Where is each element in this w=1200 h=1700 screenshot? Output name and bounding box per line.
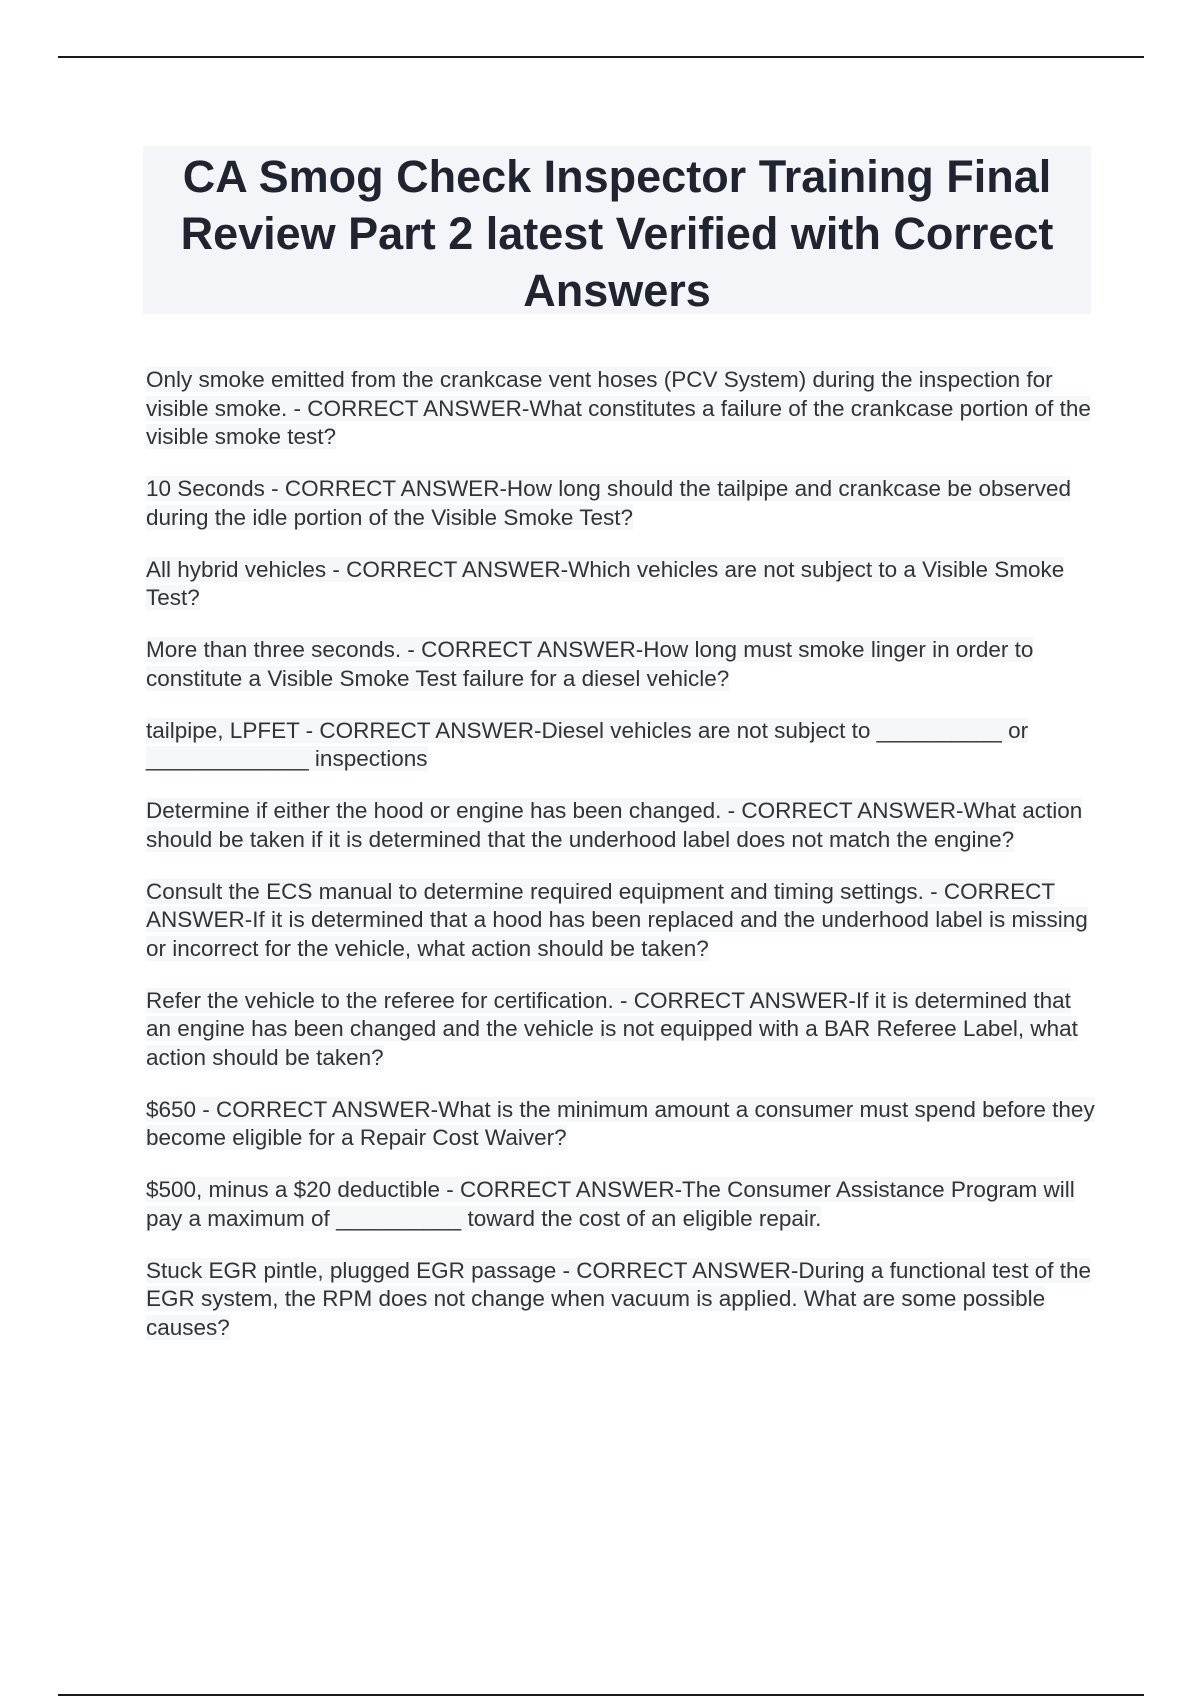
qa-item-text: tailpipe, LPFET - CORRECT ANSWER-Diesel vehicles are not subject to __________ or _____________ inspections <box>146 717 1029 771</box>
qa-item-text: $500, minus a $20 deductible - CORRECT ANSWER-The Consumer Assistance Program will pay a maximum of __________ toward the cost of an eligible repair. <box>146 1177 1075 1231</box>
top-rule <box>58 56 1144 58</box>
qa-item <box>146 1257 1096 1343</box>
qa-item <box>146 878 1096 964</box>
qa-list <box>146 366 1096 1366</box>
qa-item <box>146 1096 1096 1153</box>
qa-item-text: Only smoke emitted from the crankcase vent hoses (PCV System) during the inspection for visible smoke. - CORRECT ANSWER-What constitutes a failure of the crankcase portion of the visible smoke test? <box>146 367 1091 449</box>
qa-item <box>146 1176 1096 1233</box>
qa-item <box>146 717 1096 774</box>
document-title: CA Smog Check Inspector Training Final Review Part 2 latest Verified with Correct Answers <box>180 151 1054 316</box>
qa-item-text: More than three seconds. - CORRECT ANSWER-How long must smoke linger in order to constitute a Visible Smoke Test failure for a diesel vehicle? <box>146 637 1034 691</box>
qa-item <box>146 636 1096 693</box>
qa-item-text: Determine if either the hood or engine has been changed. - CORRECT ANSWER-What action should be taken if it is determined that the underhood label does not match the engine? <box>146 798 1083 852</box>
qa-item <box>146 797 1096 854</box>
qa-item <box>146 366 1096 452</box>
qa-item-text: All hybrid vehicles - CORRECT ANSWER-Which vehicles are not subject to a Visible Smoke Test? <box>146 556 1065 610</box>
qa-item-text: Refer the vehicle to the referee for certification. - CORRECT ANSWER-If it is determined that an engine has been changed and the vehicle is not equipped with a BAR Referee Label, what action should be taken? <box>146 987 1078 1070</box>
title-block <box>143 146 1091 314</box>
qa-item-text: Consult the ECS manual to determine required equipment and timing settings. - CORRECT ANSWER-If it is determined that a hood has been replaced and the underhood label is missing or incorrect for the vehicle, what action should be taken? <box>146 878 1088 961</box>
bottom-rule <box>58 1694 1144 1696</box>
qa-item <box>146 556 1096 613</box>
qa-item <box>146 475 1096 532</box>
qa-item <box>146 987 1096 1073</box>
qa-item-text: Stuck EGR pintle, plugged EGR passage - CORRECT ANSWER-During a functional test of the EGR system, the RPM does not change when vacuum is applied. What are some possible causes? <box>146 1257 1091 1340</box>
qa-item-text: 10 Seconds - CORRECT ANSWER-How long should the tailpipe and crankcase be observed during the idle portion of the Visible Smoke Test? <box>146 476 1072 530</box>
qa-item-text: $650 - CORRECT ANSWER-What is the minimum amount a consumer must spend before they become eligible for a Repair Cost Waiver? <box>146 1096 1095 1150</box>
